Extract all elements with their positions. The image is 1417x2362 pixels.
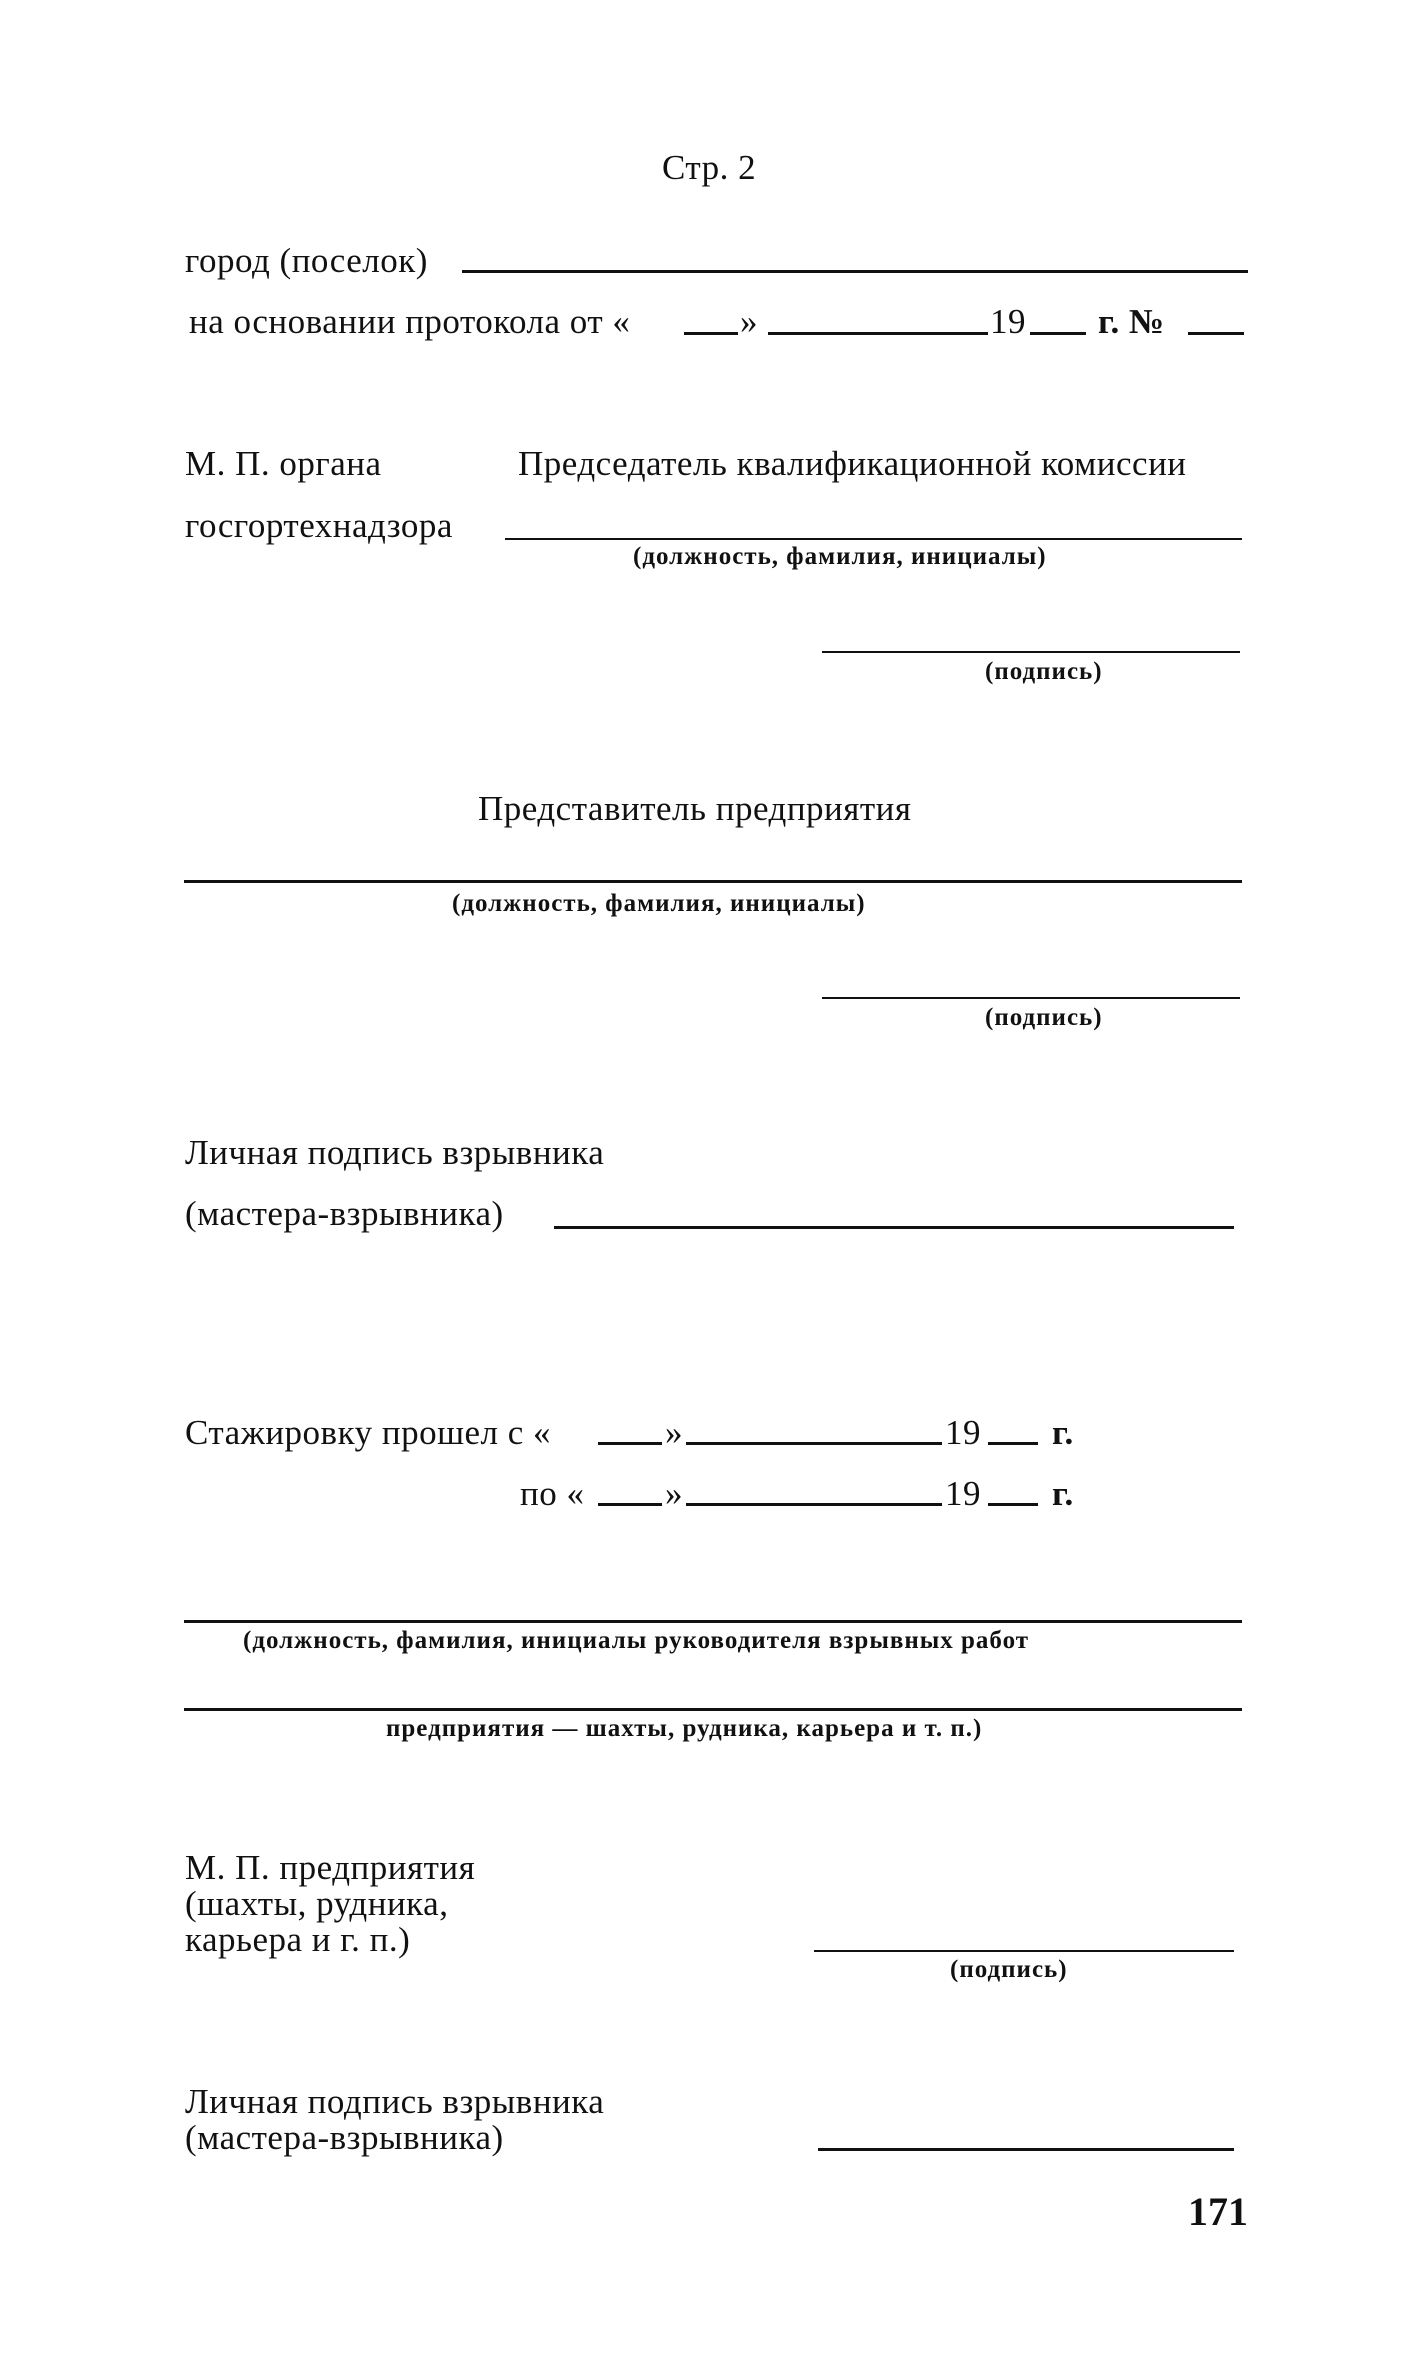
chairman-signature-line[interactable] [822,651,1240,653]
protocol-prefix: на основании протокола от « [189,302,631,341]
internship-from-quote-close: » [665,1413,683,1452]
enterprise-rep-signature-line[interactable] [822,997,1240,999]
protocol-day-line[interactable] [684,332,738,335]
page-label: Стр. 2 [662,148,757,187]
supervisor-line-2[interactable] [184,1708,1242,1711]
chairman-title: Председатель квалификационной комиссии [518,444,1187,483]
enterprise-rep-position-caption: (должность, фамилия, инициалы) [452,890,866,917]
blaster-signature-1-line[interactable] [554,1226,1234,1229]
city-label: город (поселок) [185,241,428,280]
internship-from-year-suffix: г. [1052,1413,1074,1452]
enterprise-rep-position-line[interactable] [184,880,1242,883]
blaster-signature-2-line[interactable] [818,2148,1234,2151]
protocol-month-line[interactable] [768,332,988,335]
supervisor-caption-line1: (должность, фамилия, инициалы руководителя взрывных работ [243,1627,1030,1654]
enterprise-stamp-line2: (шахты, рудника, [185,1884,449,1923]
page-number: 171 [1188,2189,1248,2234]
enterprise-rep-signature-caption: (подпись) [985,1004,1103,1031]
internship-to-year-line[interactable] [988,1503,1038,1506]
protocol-number-line[interactable] [1188,332,1244,335]
protocol-quote-close: » [740,302,758,341]
chairman-position-line[interactable] [505,538,1242,540]
supervisor-caption-line2: предприятия — шахты, рудника, карьера и т. п.) [386,1715,983,1742]
internship-to-month-line[interactable] [686,1503,942,1506]
protocol-year-suffix: г. № [1098,302,1165,341]
internship-to-day-line[interactable] [598,1503,662,1506]
protocol-year-prefix: 19 [990,302,1026,341]
blaster-signature-2-line2: (мастера-взрывника) [185,2118,504,2157]
supervisor-line-1[interactable] [184,1620,1242,1623]
internship-to-year-suffix: г. [1052,1474,1074,1513]
commission-stamp-line1: М. П. органа [185,444,382,483]
internship-from-year-prefix: 19 [945,1413,981,1452]
internship-from-year-line[interactable] [988,1442,1038,1445]
internship-from-prefix: Стажировку прошел с « [185,1413,552,1452]
protocol-year-line[interactable] [1030,332,1086,335]
internship-from-month-line[interactable] [686,1442,942,1445]
blaster-signature-2-line1: Личная подпись взрывника [185,2082,605,2121]
enterprise-signature-line[interactable] [814,1950,1234,1952]
internship-from-day-line[interactable] [598,1442,662,1445]
enterprise-stamp-line3: карьера и г. п.) [185,1920,411,1959]
internship-to-quote-close: » [665,1474,683,1513]
blaster-signature-1-line2: (мастера-взрывника) [185,1194,504,1233]
city-field-line[interactable] [462,270,1248,273]
enterprise-rep-title: Представитель предприятия [478,789,912,828]
internship-to-prefix: по « [520,1474,585,1513]
internship-to-year-prefix: 19 [945,1474,981,1513]
enterprise-stamp-line1: М. П. предприятия [185,1848,476,1887]
commission-stamp-line2: госгортехнадзора [185,506,453,545]
chairman-signature-caption: (подпись) [985,658,1103,685]
blaster-signature-1-line1: Личная подпись взрывника [185,1133,605,1172]
enterprise-signature-caption: (подпись) [950,1956,1068,1983]
chairman-position-caption: (должность, фамилия, инициалы) [633,543,1047,570]
